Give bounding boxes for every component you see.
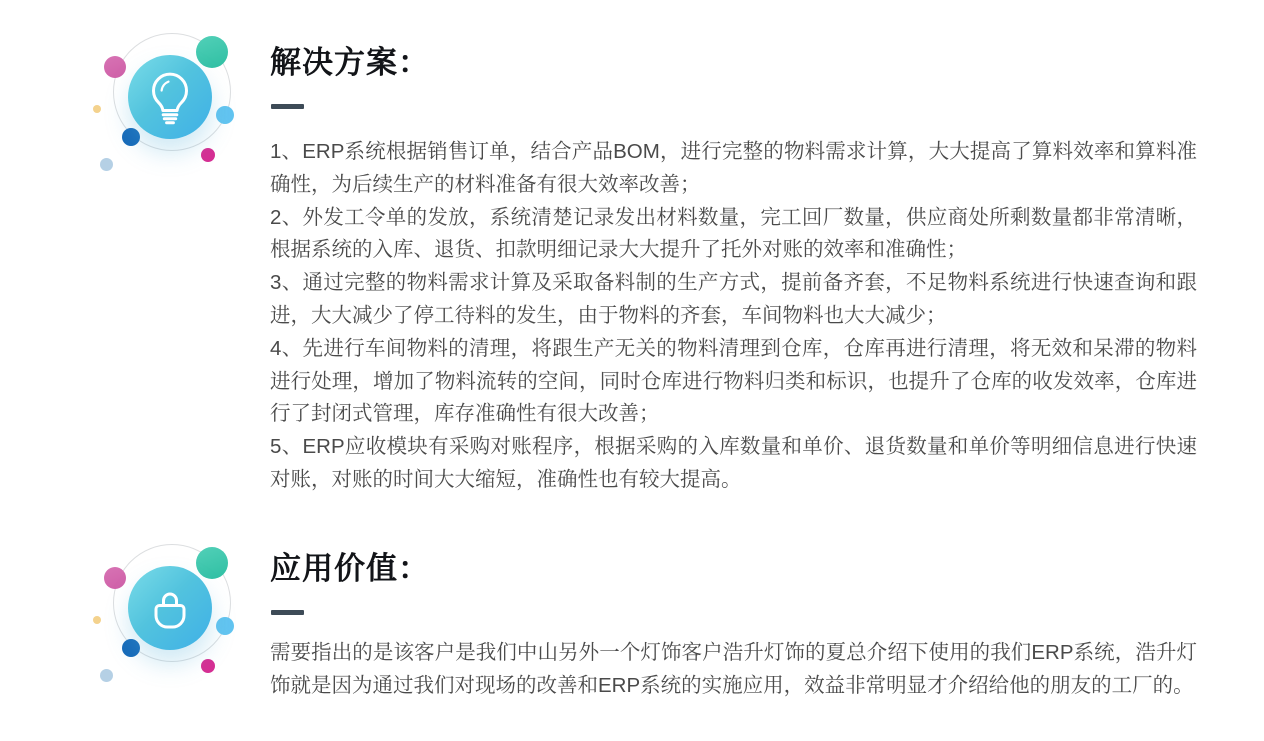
steel-blue-dot xyxy=(100,669,113,682)
solution-icon-cluster xyxy=(86,26,246,201)
teal-dot xyxy=(196,547,228,579)
solution-title-underline xyxy=(271,104,304,109)
value-title: 应用价值： xyxy=(270,551,430,586)
yellow-dot xyxy=(93,105,101,113)
dark-blue-dot xyxy=(122,639,140,657)
yellow-dot xyxy=(93,616,101,624)
solution-title: 解决方案： xyxy=(270,45,430,80)
value-title-underline xyxy=(271,610,304,615)
lightbulb-icon xyxy=(128,55,212,139)
solution-item-4: 4、先进行车间物料的清理，将跟生产无关的物料清理到仓库，仓库再进行清理，将无效和呆滞的物料进行处理，增加了物料流转的空间，同时仓库进行物料归类和标识，也提升了仓库的收发效率，仓库进行了封闭式管理，库存准确性有很大改善； xyxy=(270,336,1197,426)
solution-paragraphs xyxy=(270,136,1197,497)
solution-item-3: 3、通过完整的物料需求计算及采取备料制的生产方式，提前备齐套，不足物料系统进行快速查询和跟进，大大减少了停工待料的发生，由于物料的齐套，车间物料也大大减少； xyxy=(270,271,1197,327)
solution-item-5: 5、ERP应收模块有采购对账程序，根据采购的入库数量和单价、退货数量和单价等明细信息进行快速对账，对账的时间大大缩短，准确性也有较大提高。 xyxy=(270,435,1197,491)
magenta-dot xyxy=(201,659,215,673)
light-blue-dot xyxy=(216,106,234,124)
solution-item-1: 1、ERP系统根据销售订单，结合产品BOM，进行完整的物料需求计算，大大提高了算料效率和算料准确性，为后续生产的材料准备有很大效率改善； xyxy=(270,140,1197,196)
teal-dot xyxy=(196,36,228,68)
steel-blue-dot xyxy=(100,158,113,171)
solution-item-2: 2、外发工令单的发放，系统清楚记录发出材料数量，完工回厂数量，供应商处所剩数量都非常清晰，根据系统的入库、退货、扣款明细记录大大提升了托外对账的效率和准确性； xyxy=(270,205,1197,262)
pink-dot xyxy=(104,56,126,78)
light-blue-dot xyxy=(216,617,234,635)
pink-dot xyxy=(104,567,126,589)
dark-blue-dot xyxy=(122,128,140,146)
magenta-dot xyxy=(201,148,215,162)
lock-icon xyxy=(128,566,212,650)
value-item-1: 需要指出的是该客户是我们中山另外一个灯饰客户浩升灯饰的夏总介绍下使用的我们ERP系统，浩升灯饰就是因为通过我们对现场的改善和ERP系统的实施应用，效益非常明显才介绍给他的朋友的工厂的。 xyxy=(270,641,1197,697)
value-icon-cluster xyxy=(86,537,246,712)
value-paragraphs xyxy=(270,637,1197,703)
